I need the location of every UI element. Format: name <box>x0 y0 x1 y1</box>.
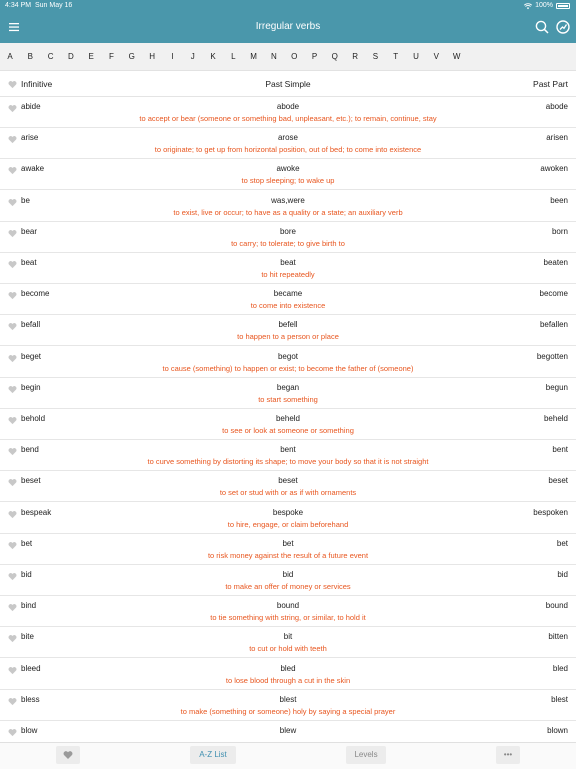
verb-row[interactable] <box>0 627 576 658</box>
infinitive: befall <box>21 320 41 330</box>
infinitive: begin <box>21 382 41 392</box>
favorites-tab[interactable] <box>56 746 80 764</box>
alphabet-letter-a[interactable]: A <box>7 52 13 61</box>
navigation-bar <box>0 12 576 43</box>
past-simple: bet <box>282 538 294 548</box>
past-participle: been <box>550 195 568 205</box>
verb-row[interactable] <box>0 378 576 409</box>
past-simple: was,were <box>271 195 305 205</box>
definition: to hit repeatedly <box>261 270 315 279</box>
definition: to originate; to get up from horizontal position, out of bed; to come into existence <box>154 145 422 155</box>
past-simple: bespoke <box>272 507 304 517</box>
az-list-tab[interactable]: A-Z List <box>190 746 236 764</box>
definition: to tie something with string, or similar, to hold it <box>210 613 366 623</box>
alphabet-letter-j[interactable]: J <box>190 52 195 61</box>
table-header <box>0 71 576 97</box>
past-simple: begot <box>277 351 299 361</box>
past-simple: bid <box>282 570 294 579</box>
verb-list <box>0 97 576 742</box>
past-participle: bid <box>557 570 568 579</box>
alphabet-letter-f[interactable]: F <box>109 52 114 61</box>
past-participle: born <box>551 226 568 236</box>
infinitive: abide <box>21 102 41 111</box>
verb-row[interactable] <box>0 128 576 159</box>
verb-row[interactable] <box>0 721 576 742</box>
header-past-simple: Past Simple <box>265 79 311 89</box>
verb-row[interactable] <box>0 191 576 222</box>
past-simple: beset <box>278 476 298 486</box>
alphabet-letter-o[interactable]: O <box>291 52 298 61</box>
definition: to carry; to tolerate; to give birth to <box>231 238 345 248</box>
past-simple: bit <box>283 632 293 642</box>
past-participle: bled <box>552 663 568 673</box>
alphabet-letter-u[interactable]: U <box>413 52 419 61</box>
past-simple: arose <box>277 133 298 143</box>
alphabet-letter-m[interactable]: M <box>250 52 257 61</box>
alphabet-letter-g[interactable]: G <box>128 52 135 61</box>
definition: to hire, engage, or claim beforehand <box>227 519 349 529</box>
definition: to curve something by distorting its shape; to move your body so that it is not straight <box>147 457 429 467</box>
battery-icon <box>556 3 570 9</box>
past-simple: bled <box>280 663 296 673</box>
infinitive: beat <box>21 258 37 267</box>
definition: to set or stud with or as if with ornaments <box>219 488 357 498</box>
past-participle: awoken <box>540 164 568 174</box>
alphabet-letter-b[interactable]: B <box>27 52 33 61</box>
verb-row[interactable] <box>0 409 576 440</box>
past-participle: beaten <box>543 258 568 267</box>
alphabet-letter-l[interactable]: L <box>231 52 236 61</box>
past-participle: bespoken <box>533 507 568 517</box>
infinitive: beget <box>21 351 42 361</box>
verb-row[interactable] <box>0 565 576 596</box>
past-simple: blest <box>279 694 297 704</box>
past-participle: befallen <box>539 320 568 330</box>
verb-row[interactable] <box>0 253 576 284</box>
verb-row[interactable] <box>0 503 576 534</box>
past-simple: abode <box>276 102 300 111</box>
alphabet-letter-d[interactable]: D <box>68 52 74 61</box>
infinitive: be <box>21 195 30 205</box>
infinitive: bet <box>21 538 33 548</box>
verb-row[interactable] <box>0 315 576 346</box>
definition: to start something <box>258 394 318 404</box>
alphabet-letter-w[interactable]: W <box>452 52 461 61</box>
status-bar <box>0 0 576 12</box>
past-participle: bound <box>545 601 568 611</box>
status-right <box>524 0 570 12</box>
definition: to risk money against the result of a future event <box>207 550 369 560</box>
past-participle: abode <box>545 102 568 111</box>
past-simple: bore <box>279 226 296 236</box>
definition: to come into existence <box>250 301 326 311</box>
infinitive: bespeak <box>21 507 52 517</box>
infinitive: behold <box>21 414 46 423</box>
infinitive: bid <box>21 570 32 579</box>
verb-row[interactable] <box>0 440 576 471</box>
status-time: 4:34 PM Sun May 16 <box>5 2 73 9</box>
search-icon[interactable] <box>534 19 550 35</box>
definition: to cut or hold with teeth <box>249 644 327 654</box>
alphabet-letter-q[interactable]: Q <box>331 52 338 61</box>
verb-row[interactable] <box>0 596 576 627</box>
past-participle: bet <box>556 538 568 548</box>
verb-row[interactable] <box>0 347 576 378</box>
definition: to happen to a person or place <box>237 332 339 342</box>
past-participle: beset <box>548 476 568 486</box>
past-simple: bent <box>280 445 296 455</box>
past-participle: blown <box>547 726 568 735</box>
alphabet-letter-p[interactable]: P <box>311 52 318 61</box>
infinitive: bind <box>21 601 37 611</box>
definition: to cause (something) to happen or exist; to become the father of (someone) <box>162 363 414 373</box>
past-simple: blew <box>279 726 297 735</box>
past-simple: befell <box>278 320 298 330</box>
alphabet-letter-t[interactable]: T <box>393 52 399 61</box>
past-participle: bitten <box>548 632 568 642</box>
infinitive: arise <box>21 133 39 143</box>
past-participle: beheld <box>543 414 568 423</box>
infinitive: bless <box>21 694 40 704</box>
past-participle: arisen <box>546 133 568 143</box>
verb-row[interactable] <box>0 659 576 690</box>
infinitive: bend <box>21 445 39 455</box>
alphabet-letter-c[interactable]: C <box>47 52 54 61</box>
infinitive: bleed <box>21 663 41 673</box>
infinitive: bear <box>21 226 38 236</box>
definition: to make (something or someone) holy by saying a special prayer <box>180 706 396 716</box>
past-simple: beheld <box>275 414 301 423</box>
past-simple: beat <box>280 258 296 267</box>
past-simple: bound <box>276 601 300 611</box>
verb-row[interactable] <box>0 534 576 565</box>
alphabet-letter-i[interactable]: I <box>171 52 174 61</box>
infinitive: awake <box>21 164 45 174</box>
infinitive: bite <box>21 632 34 642</box>
past-participle: bent <box>552 445 568 455</box>
infinitive: become <box>21 289 50 299</box>
more-tab[interactable]: ••• <box>496 746 520 764</box>
verb-row[interactable] <box>0 97 576 128</box>
heart-icon <box>63 750 73 760</box>
past-participle: begotten <box>536 351 568 361</box>
wifi-icon <box>524 3 532 10</box>
alphabet-letter-e[interactable]: E <box>88 52 94 61</box>
levels-tab[interactable]: Levels <box>346 746 386 764</box>
alphabet-letter-h[interactable]: H <box>149 52 155 61</box>
past-participle: blest <box>551 694 568 704</box>
verb-row[interactable] <box>0 690 576 721</box>
definition: to stop sleeping; to wake up <box>241 176 335 186</box>
definition: to exist, live or occur; to have as a quality or a state; an auxiliary verb <box>173 207 403 217</box>
infinitive: beset <box>21 476 41 486</box>
alphabet-letter-v[interactable]: V <box>433 52 439 61</box>
alphabet-index <box>0 43 576 71</box>
definition: to accept or bear (someone or something bad, unpleasant, etc.); to remain, continue, stay <box>139 114 437 123</box>
bottom-toolbar <box>0 742 576 769</box>
past-simple: became <box>273 289 303 299</box>
definition: to make an offer of money or services <box>225 582 351 591</box>
alphabet-letter-r[interactable]: R <box>352 52 358 61</box>
header-past-participle: Past Part <box>533 79 568 89</box>
page-title: Irregular verbs <box>255 21 321 32</box>
past-participle: become <box>539 289 568 299</box>
verb-row[interactable] <box>0 471 576 502</box>
infinitive: blow <box>21 726 38 735</box>
verb-row[interactable] <box>0 284 576 315</box>
verb-row[interactable] <box>0 222 576 253</box>
definition: to lose blood through a cut in the skin <box>225 675 351 685</box>
alphabet-letter-s[interactable]: S <box>372 52 379 61</box>
past-simple: began <box>276 382 300 392</box>
past-simple: awoke <box>276 164 300 174</box>
past-participle: begun <box>545 382 568 392</box>
definition: to see or look at someone or something <box>222 426 354 435</box>
header-infinitive: Infinitive <box>21 79 53 89</box>
verb-row[interactable] <box>0 159 576 190</box>
alphabet-letter-k[interactable]: K <box>210 52 216 61</box>
alphabet-letter-n[interactable]: N <box>271 52 277 61</box>
battery-percent: 100% <box>535 2 553 9</box>
gauge-icon[interactable] <box>555 19 571 35</box>
